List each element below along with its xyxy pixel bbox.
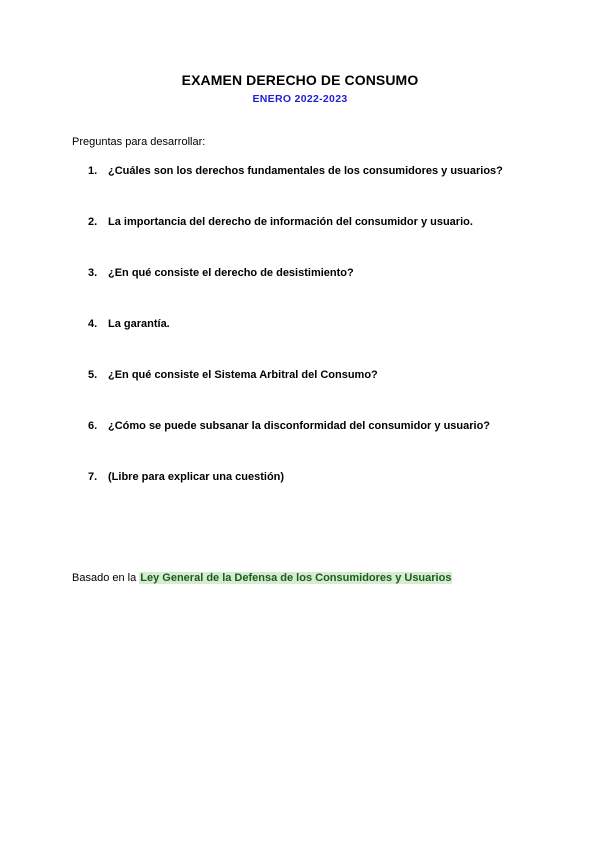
intro-text: Preguntas para desarrollar: xyxy=(72,136,206,148)
question-text: ¿Cómo se puede subsanar la disconformidad del consumidor y usuario? xyxy=(108,420,491,432)
question-number: 3. xyxy=(88,267,98,279)
law-link[interactable]: Ley General de la Defensa de los Consumidores y Usuarios xyxy=(140,572,452,584)
question-number: 4. xyxy=(88,318,98,330)
question-number: 6. xyxy=(88,420,98,432)
question-list xyxy=(88,165,568,522)
question-text: ¿En qué consiste el derecho de desistimiento? xyxy=(108,267,354,279)
question-text: La importancia del derecho de información del consumidor y usuario. xyxy=(108,216,473,228)
question-item xyxy=(88,420,568,471)
question-item xyxy=(88,471,568,522)
question-item xyxy=(88,165,568,216)
source-prefix: Basado en la xyxy=(72,572,140,584)
source-note xyxy=(72,572,452,584)
question-number: 2. xyxy=(88,216,98,228)
question-item xyxy=(88,369,568,420)
question-number: 7. xyxy=(88,471,98,483)
question-item xyxy=(88,267,568,318)
question-item xyxy=(88,318,568,369)
question-item xyxy=(88,216,568,267)
question-text: (Libre para explicar una cuestión) xyxy=(108,471,285,483)
exam-title: EXAMEN DERECHO DE CONSUMO xyxy=(181,72,419,88)
question-text: ¿Cuáles son los derechos fundamentales de los consumidores y usuarios? xyxy=(108,165,503,177)
question-text: ¿En qué consiste el Sistema Arbitral del Consumo? xyxy=(108,369,378,381)
question-text: La garantía. xyxy=(108,318,170,330)
question-number: 5. xyxy=(88,369,98,381)
question-number: 1. xyxy=(88,165,98,177)
exam-subtitle: ENERO 2022-2023 xyxy=(252,93,348,105)
